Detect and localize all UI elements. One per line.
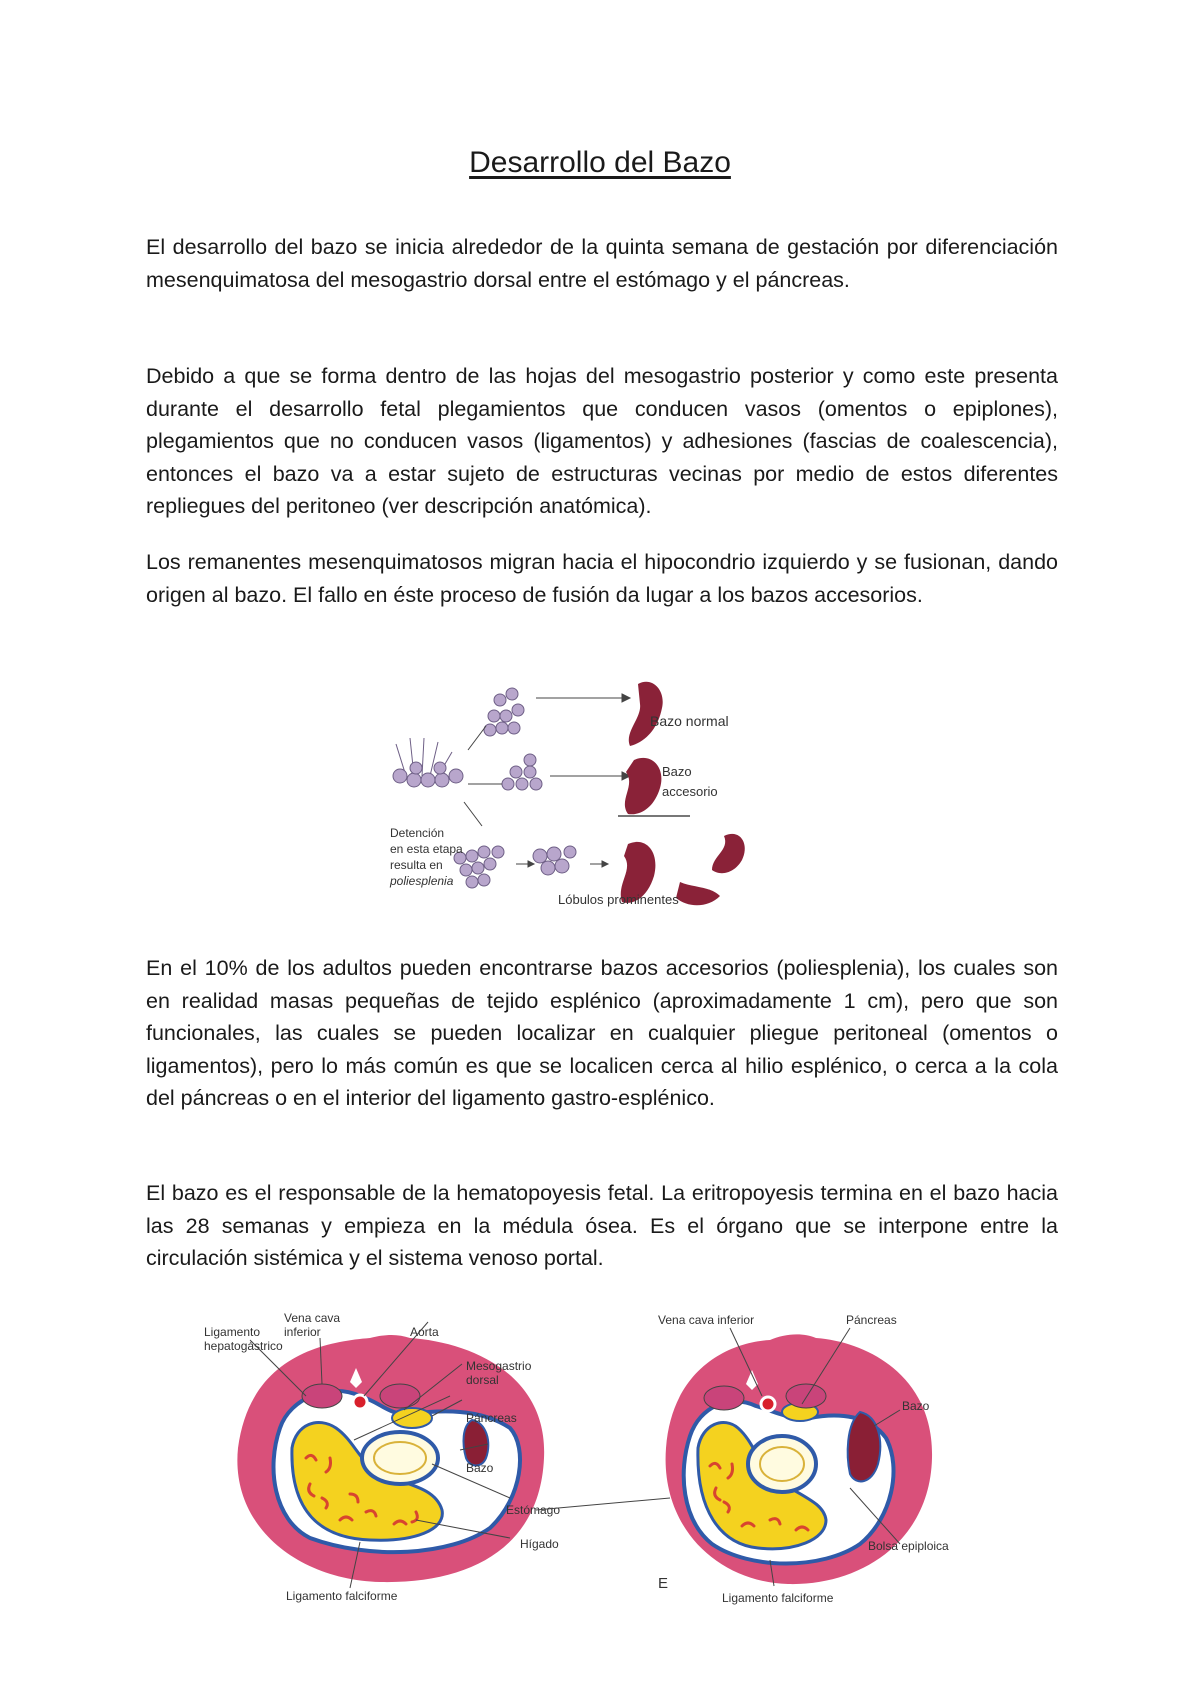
label-accessory-spleen-1: Bazo [662, 764, 692, 779]
label-accessory-spleen-2: accesorio [662, 784, 718, 799]
label-aorta: Aorta [410, 1325, 439, 1339]
label-ligamento-1: Ligamento [204, 1325, 261, 1339]
label-pancreas-left: Páncreas [466, 1411, 517, 1425]
spleen-fusion-figure [390, 676, 820, 916]
paragraph-fusion: Los remanentes mesenquimatosos migran hacia el hipocondrio izquierdo y se fusionan, dando origen al bazo. El fallo en éste proceso de fusión da lugar a los bazos accesorios. [146, 550, 1058, 607]
label-normal-spleen: Bazo normal [650, 713, 729, 729]
label-higado: Hígado [520, 1537, 559, 1551]
left-cross-section [204, 1311, 560, 1603]
label-ligamento-2: hepatogástrico [204, 1339, 283, 1353]
paragraph-intro: El desarrollo del bazo se inicia alrededor de la quinta semana de gestación por diferenciación mesenquimatosa del mesogastrio dorsal entre el estómago y el páncreas. [146, 235, 1058, 292]
label-bazo-right: Bazo [902, 1399, 930, 1413]
label-estomago: Estómago [506, 1503, 561, 1517]
label-pancreas-right: Páncreas [846, 1313, 897, 1327]
label-mesogastrio-1: Mesogastrio [466, 1359, 532, 1373]
paragraph-accessory-spleens: En el 10% de los adultos pueden encontrarse bazos accesorios (poliesplenia), los cuales son en realidad masas pequeñas de tejido esplénico (aproximadamente 1 cm), pero que son funcionales, las cuales se pueden localizar en cualquier pliegue peritoneal (omentos o ligamentos), pero lo más común es que se localicen cerca al hilio esplénico, o cerca a la cola del páncreas o en el interior del ligamento gastro-esplénico. [146, 956, 1058, 1110]
label-detention-4: poliesplenia [390, 874, 454, 888]
label-bolsa-epiploica: Bolsa epiploica [868, 1539, 949, 1553]
panel-letter: E [658, 1575, 669, 1592]
right-cross-section [536, 1313, 949, 1605]
label-detention-2: en esta etapa [390, 842, 463, 856]
label-vena-cava-1: Vena cava [284, 1311, 341, 1325]
paragraph-hematopoiesis: El bazo es el responsable de la hematopoyesis fetal. La eritropoyesis termina en el bazo hacia las 28 semanas y empieza en la médula ósea. Es el órgano que se interpone entre la circulación sistémica y el sistema venoso portal. [146, 1181, 1058, 1270]
label-falciforme-right: Ligamento falciforme [722, 1591, 834, 1605]
cross-section-figure [204, 1298, 1030, 1618]
label-prominent-lobules: Lóbulos prominentes [558, 892, 679, 907]
label-mesogastrio-2: dorsal [466, 1373, 499, 1387]
label-vena-cava-2: inferior [284, 1325, 321, 1339]
label-falciforme-left: Ligamento falciforme [286, 1589, 398, 1603]
page-title: Desarrollo del Bazo [469, 146, 731, 179]
label-detention-1: Detención [390, 826, 445, 840]
label-vena-cava-right: Vena cava inferior [658, 1313, 755, 1327]
label-bazo-left: Bazo [466, 1461, 494, 1475]
label-detention-3: resulta en [390, 858, 443, 872]
paragraph-peritoneum: Debido a que se forma dentro de las hojas del mesogastrio posterior y como este presenta durante el desarrollo fetal plegamientos que conducen vasos (omentos o epiplones), plegamientos que no conducen vasos (ligamentos) y adhesiones (fascias de coalescencia), entonces el bazo va a estar sujeto de estructuras vecinas por medio de estos diferentes repliegues del peritoneo (ver descripción anatómica). [146, 364, 1058, 518]
